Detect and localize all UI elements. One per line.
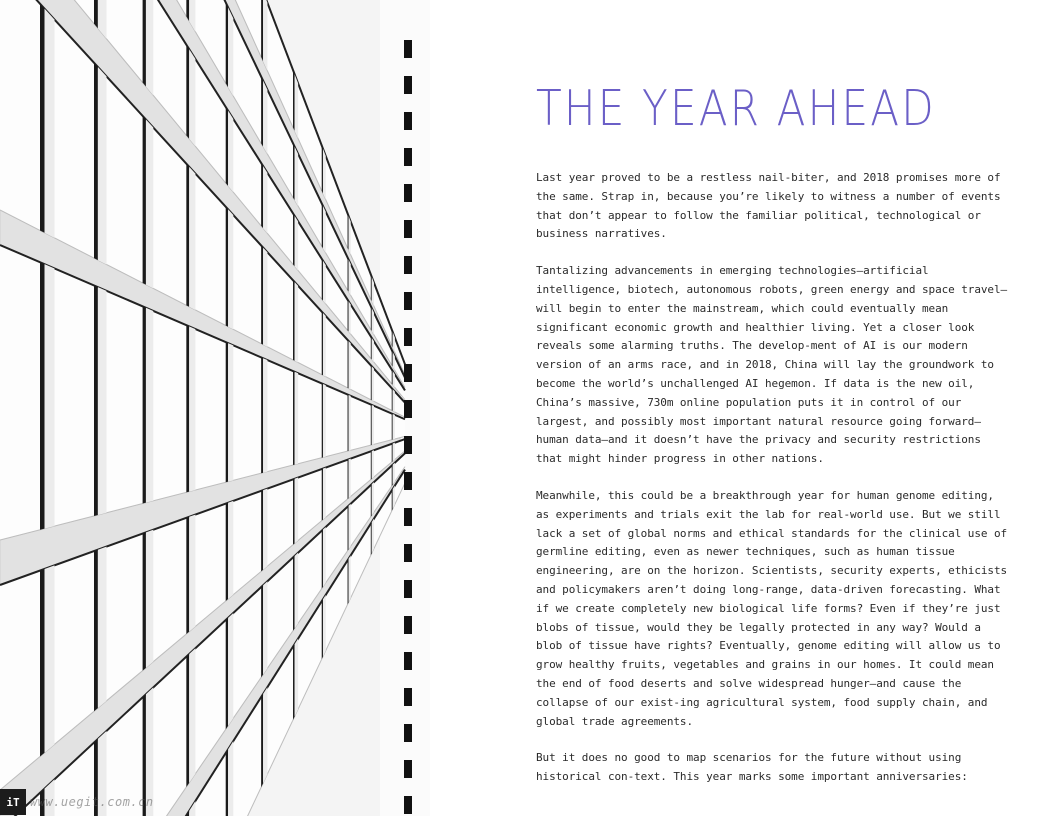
window-mullion bbox=[348, 459, 349, 499]
window-mullion bbox=[322, 312, 323, 376]
window-mullion bbox=[322, 145, 323, 193]
watermark-logo: iT bbox=[0, 789, 26, 815]
window-mullion bbox=[348, 395, 349, 452]
window-mullion bbox=[261, 245, 263, 344]
window-mullion bbox=[143, 116, 146, 285]
window-mullion bbox=[261, 694, 263, 787]
window-mullion bbox=[392, 388, 393, 411]
window-mullion bbox=[226, 503, 228, 601]
window-mullion bbox=[322, 203, 323, 248]
window-mullion bbox=[143, 532, 146, 670]
window-mullion bbox=[186, 517, 189, 634]
window-mullion bbox=[143, 306, 146, 503]
window-mullion bbox=[226, 618, 228, 729]
window-mullion bbox=[371, 336, 372, 359]
window-mullion bbox=[186, 325, 189, 492]
window-mullion bbox=[322, 599, 323, 659]
window-mullion bbox=[293, 479, 295, 545]
window-mullion bbox=[186, 164, 189, 307]
article bbox=[536, 80, 1012, 805]
window-mullion bbox=[186, 654, 189, 787]
window-mullion bbox=[293, 280, 295, 360]
page-title: THE YEAR AHEAD bbox=[536, 80, 936, 137]
watermark bbox=[0, 788, 160, 816]
window-mullion bbox=[293, 213, 295, 266]
window-mullion bbox=[371, 306, 372, 331]
window-mullion bbox=[261, 585, 263, 677]
window-mullion bbox=[261, 490, 263, 571]
body-paragraph: Tantalizing advancements in emerging technologies—artificial intelligence, biotech, autonomous robots, green energy and space travel—will begin to enter the mainstream, which could eventually mean significant economic growth and healthier living. Yet a closer look reveals some alarming truths. The develop-ment of AI is our modern version of an arms race, and in 2018, China will lay the groundwork to become the world’s unchallenged AI hegemon. If data is the new oil, China’s massive, 730m online population puts it in control of our largest, and possibly most important natural resource going forward—human data—and it doesn’t have the privacy and security restrictions that might hinder progress in other nations. bbox=[536, 264, 1008, 466]
window-mullion bbox=[348, 506, 349, 551]
window-mullion bbox=[293, 644, 295, 720]
window-mullion bbox=[322, 259, 323, 301]
window-mullion bbox=[94, 550, 98, 712]
window-mullion bbox=[392, 414, 393, 440]
window-mullion bbox=[143, 0, 146, 86]
window-mullion bbox=[371, 405, 372, 446]
body-paragraph: Last year proved to be a restless nail-biter, and 2018 promises more of the same. Strap in, because you’re likely to witness a number of events that don’t appear to follow the familiar political, technological or business narratives. bbox=[536, 171, 1001, 241]
window-mullion bbox=[293, 371, 295, 465]
watermark-text: www.uegit.com.cn bbox=[30, 795, 154, 809]
window-mullion bbox=[261, 77, 263, 147]
window-mullion bbox=[186, 45, 189, 139]
building-facade-photo bbox=[0, 0, 430, 816]
window-mullion bbox=[371, 274, 372, 301]
window-mullion bbox=[348, 340, 349, 388]
window-mullion bbox=[261, 163, 263, 228]
window-mullion bbox=[94, 285, 98, 516]
body-paragraph: But it does no good to map scenarios for the future without using historical con-text. This year marks some important anniversaries: bbox=[536, 751, 968, 784]
window-mullion bbox=[322, 469, 323, 521]
window-mullion bbox=[94, 0, 98, 28]
window-mullion bbox=[371, 484, 372, 517]
window-mullion bbox=[293, 143, 295, 200]
window-mullion bbox=[261, 0, 263, 61]
window-mullion bbox=[40, 4, 45, 233]
window-mullion bbox=[226, 342, 228, 482]
window-mullion bbox=[371, 522, 372, 555]
window-mullion bbox=[94, 63, 98, 260]
window-mullion bbox=[348, 300, 349, 332]
window-mullion bbox=[322, 530, 323, 589]
window-mullion bbox=[40, 262, 45, 530]
window-mullion bbox=[392, 369, 393, 384]
window-mullion bbox=[226, 107, 228, 186]
window-mullion bbox=[40, 569, 45, 757]
window-mullion bbox=[293, 70, 295, 131]
window-mullion bbox=[392, 489, 393, 511]
window-mullion bbox=[261, 357, 263, 473]
window-mullion bbox=[322, 383, 323, 457]
window-mullion bbox=[226, 749, 228, 816]
window-mullion bbox=[226, 2, 228, 87]
window-mullion bbox=[371, 451, 372, 480]
window-mullion bbox=[392, 350, 393, 367]
window-mullion bbox=[371, 365, 372, 400]
window-mullion bbox=[348, 213, 349, 250]
window-mullion bbox=[226, 207, 228, 327]
window-mullion bbox=[348, 257, 349, 291]
body-paragraph: Meanwhile, this could be a breakthrough year for human genome editing, as experiments and trials exit the lab for real-world use. But we still lack a set of global norms and ethical standards for the clinical use of germline editing, even as newer techniques, such as human tissue engineering, are on the horizon. Scientists, security experts, ethicists and policymakers aren’t doing long-range, data-driven forecasting. What if we create completely new biological life forms? Even if they’re just blobs of tissue, would they be legally protected in any way? Would a blob of tissue have rights? Eventually, genome editing will allow us to grow healthy fruits, vegetables and grains in our homes. It could mean the end of food deserts and solve widespread hunger—and cause the collapse of our exist-ing agricultural system, food supply chain, and global trade agreements. bbox=[536, 488, 1008, 728]
window-mullion bbox=[392, 443, 393, 462]
window-mullion bbox=[392, 465, 393, 486]
window-mullion bbox=[392, 329, 393, 347]
window-mullion bbox=[293, 556, 295, 631]
window-mullion bbox=[348, 559, 349, 605]
